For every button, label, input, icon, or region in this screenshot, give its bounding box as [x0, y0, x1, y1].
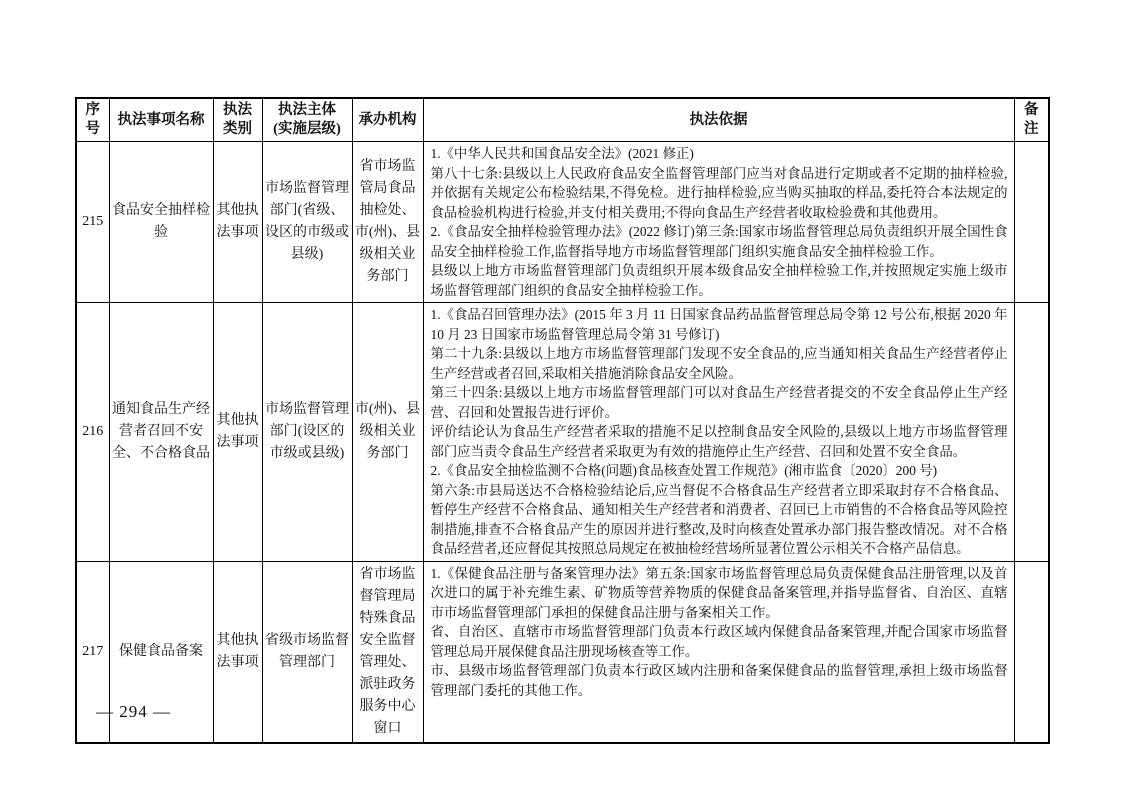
basis-paragraph: 1.《食品召回管理办法》(2015 年 3 月 11 日国家食品药品监督管理总局令第 12 号公布,根据 2020 年 10 月 23 日国家市场监督管理总局令第 31 号修订): [430, 307, 1008, 342]
cell-agency: 省市场监督管理局特殊食品安全监督管理处、派驻政务服务中心窗口: [352, 561, 423, 743]
header-agency: 承办机构: [352, 98, 423, 142]
cell-category: 其他执法事项: [213, 561, 262, 743]
cell-category: 其他执法事项: [213, 142, 262, 303]
header-serial-number: 序 号: [76, 98, 109, 142]
header-item-name: 执法事项名称: [109, 98, 213, 142]
header-category: 执法 类别: [213, 98, 262, 142]
basis-paragraph: 2.《食品安全抽样检验管理办法》(2022 修订)第三条:国家市场监督管理总局负责组织开展全国性食品安全抽样检验工作,监督指导地方市场监督管理部门组织实施食品安全抽样检验工作。: [430, 224, 1008, 259]
table-row-216: [76, 303, 1049, 562]
basis-paragraph: 评价结论认为食品生产经营者采取的措施不足以控制食品安全风险的,县级以上地方市场监督管理部门应当责令食品生产经营者采取更为有效的措施停止生产经营、召回和处置不安全食品。: [430, 424, 1008, 459]
table-row-215: [76, 142, 1049, 303]
cell-note: [1014, 303, 1049, 562]
basis-paragraph: 1.《中华人民共和国食品安全法》(2021 修正): [430, 146, 694, 161]
cell-subject: 市场监督管理部门(省级、设区的市级或县级): [262, 142, 352, 303]
cell-item-name: 食品安全抽样检验: [109, 142, 213, 303]
cell-serial-number: 215: [76, 142, 109, 303]
table-row-217: [76, 561, 1049, 743]
cell-legal-basis: [423, 561, 1014, 743]
basis-paragraph: 第二十九条:县级以上地方市场监督管理部门发现不安全食品的,应当通知相关食品生产经营者停止生产经营或者召回,采取相关措施消除食品安全风险。: [430, 346, 1008, 381]
basis-paragraph: 第六条:市县局送达不合格检验结论后,应当督促不合格食品生产经营者立即采取封存不合格食品、暂停生产经营不合格食品、通知相关生产经营者和消费者、召回已上市销售的不合格食品等风险控制措施,排查不合格食品产生的原因并进行整改,及时向核查处置承办部门报告整改情况。对不合格食品经营者,还应督促其按照总局规定在被抽检经营场所显著位置公示相关不合格产品信息。: [430, 482, 1008, 556]
header-subject: 执法主体 (实施层级): [262, 98, 352, 142]
basis-paragraph: 市、县级市场监督管理部门负责本行政区域内注册和备案保健食品的监督管理,承担上级市场监督管理部门委托的其他工作。: [430, 663, 1008, 698]
page-number: — 294 —: [96, 702, 171, 721]
enforcement-items-table: [75, 97, 1050, 744]
header-note: 备 注: [1014, 98, 1049, 142]
cell-item-name: 通知食品生产经营者召回不安全、不合格食品: [109, 303, 213, 562]
cell-item-name: 保健食品备案: [109, 561, 213, 743]
cell-serial-number: 216: [76, 303, 109, 562]
basis-paragraph: 省、自治区、直辖市市场监督管理部门负责本行政区域内保健食品备案管理,并配合国家市场监督管理总局开展保健食品注册现场核查等工作。: [430, 624, 1008, 659]
cell-legal-basis: [423, 142, 1014, 303]
cell-note: [1014, 561, 1049, 743]
cell-legal-basis: [423, 303, 1014, 562]
basis-paragraph: 2.《食品安全抽检监测不合格(问题)食品核查处置工作规范》(湘市监食〔2020〕200 号): [430, 463, 938, 478]
basis-paragraph: 第三十四条:县级以上地方市场监督管理部门可以对食品生产经营者提交的不安全食品停止生产经营、召回和处置报告进行评价。: [430, 385, 1008, 420]
cell-agency: 省市场监管局食品抽检处、市(州)、县级相关业务部门: [352, 142, 423, 303]
cell-serial-number: 217: [76, 561, 109, 743]
cell-subject: 市场监督管理部门(设区的市级或县级): [262, 303, 352, 562]
cell-subject: 省级市场监督管理部门: [262, 561, 352, 743]
basis-paragraph: 1.《保健食品注册与备案管理办法》第五条:国家市场监督管理总局负责保健食品注册管理,以及首次进口的属于补充维生素、矿物质等营养物质的保健食品备案管理,并指导监督省、自治区、直辖市市场监督管理部门承担的保健食品注册与备案相关工作。: [430, 565, 1008, 620]
basis-paragraph: 第八十七条:县级以上人民政府食品安全监督管理部门应当对食品进行定期或者不定期的抽样检验,并依据有关规定公布检验结果,不得免检。进行抽样检验,应当购买抽取的样品,委托符合本法规定的食品检验机构进行检验,并支付相关费用;不得向食品生产经营者收取检验费和其他费用。: [430, 165, 1008, 220]
header-legal-basis: 执法依据: [423, 98, 1014, 142]
cell-agency: 市(州)、县级相关业务部门: [352, 303, 423, 562]
cell-note: [1014, 142, 1049, 303]
basis-paragraph: 县级以上地方市场监督管理部门负责组织开展本级食品安全抽样检验工作,并按照规定实施上级市场监督管理部门组织的食品安全抽样检验工作。: [430, 263, 1008, 298]
cell-category: 其他执法事项: [213, 303, 262, 562]
table-header-row: [76, 98, 1049, 142]
